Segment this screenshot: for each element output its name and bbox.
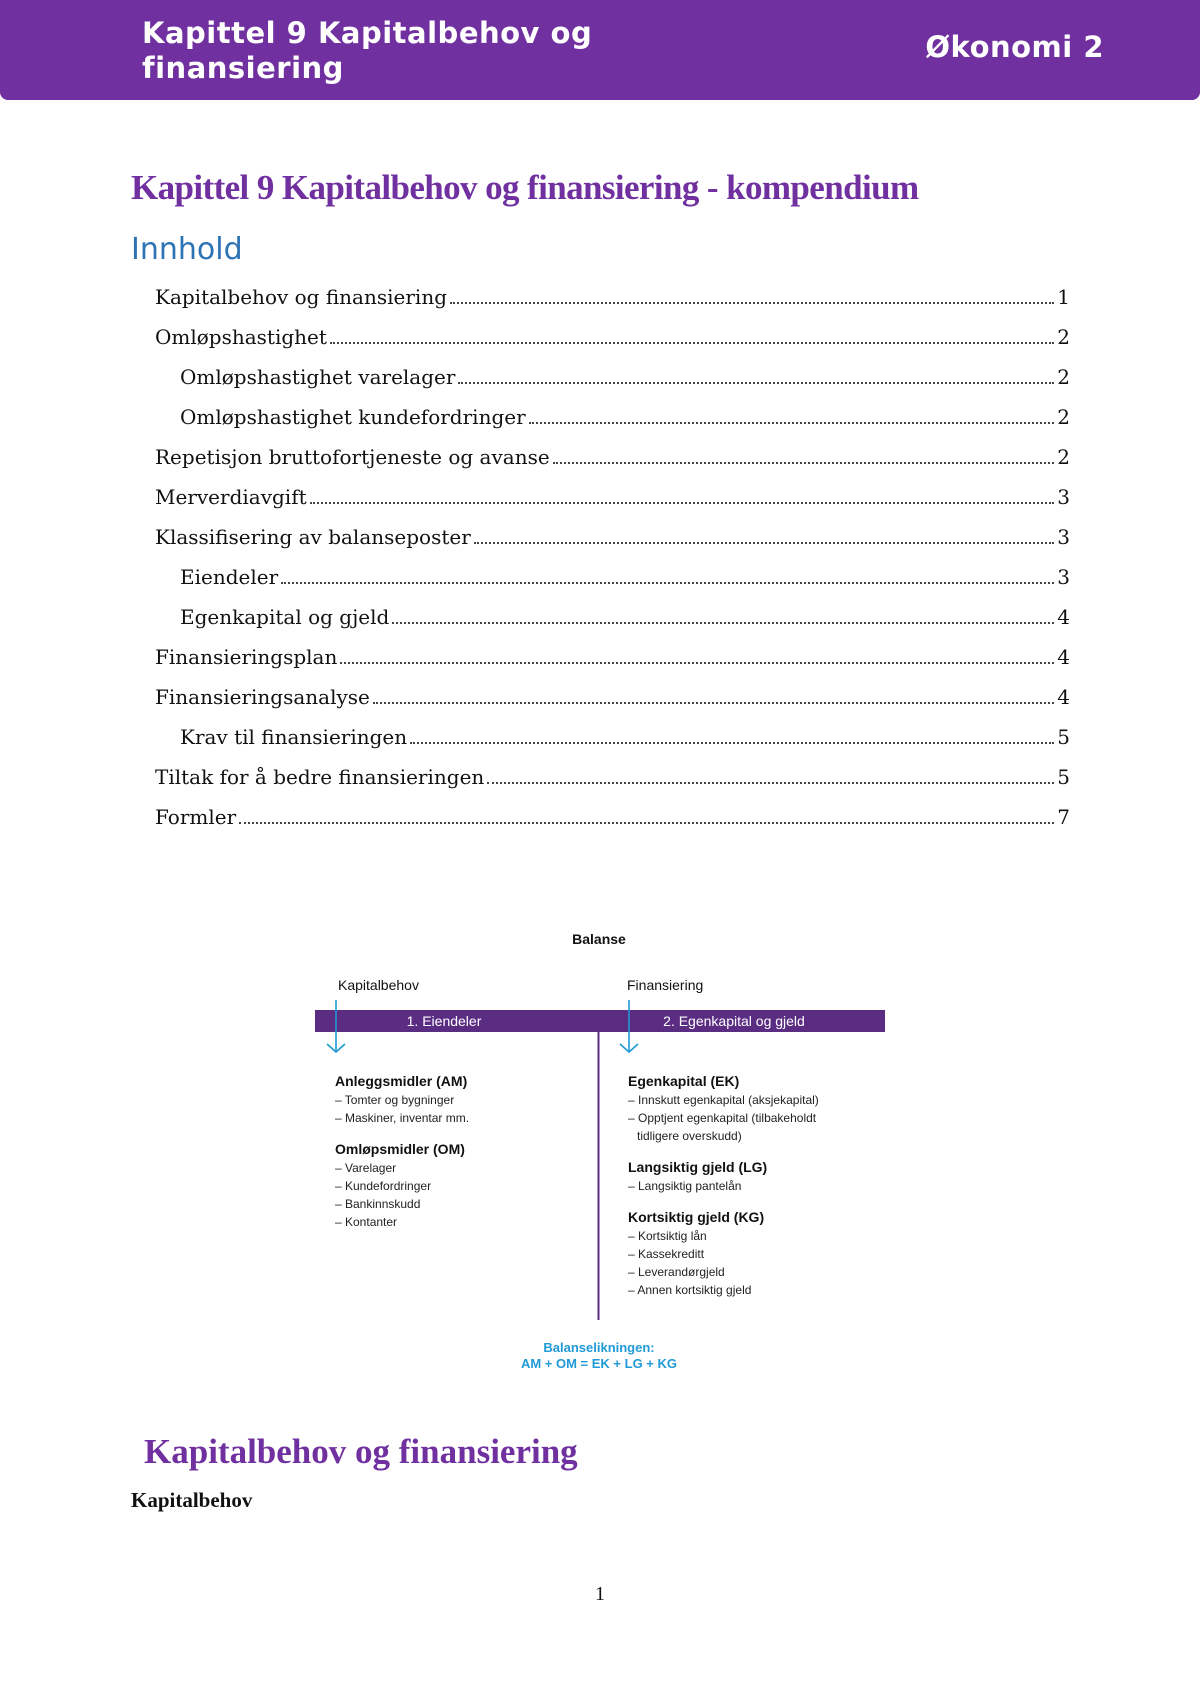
diagram-group-item: – Annen kortsiktig gjeld [628, 1283, 752, 1297]
toc-leader-dots [474, 542, 1054, 544]
toc-entry-label: Omløpshastighet [155, 325, 327, 349]
toc-entry-label: Omløpshastighet varelager [180, 365, 456, 389]
toc-entry-page: 3 [1057, 565, 1070, 589]
toc-entry-label: Formler [155, 805, 237, 829]
toc-leader-dots [373, 702, 1054, 704]
toc-heading: Innhold [131, 232, 243, 267]
diagram-left-label: Kapitalbehov [338, 977, 419, 993]
toc-entry[interactable] [180, 722, 1070, 752]
diagram-group-item: – Opptjent egenkapital (tilbakeholdt [628, 1111, 817, 1125]
toc-entry-page: 1 [1057, 285, 1070, 309]
sub-heading: Kapitalbehov [131, 1488, 253, 1512]
toc-entry[interactable] [180, 602, 1070, 632]
diagram-group-item: – Kassekreditt [628, 1247, 705, 1261]
header-banner [0, 0, 1200, 100]
toc-entry-label: Kapitalbehov og finansiering [155, 285, 448, 309]
toc-leader-dots [330, 342, 1054, 344]
balance-equation: AM + OM = EK + LG + KG [520, 1356, 678, 1371]
diagram-group-title: Anleggsmidler (AM) [335, 1073, 468, 1089]
diagram-right-label: Finansiering [627, 977, 704, 993]
toc-entry-label: Repetisjon bruttofortjeneste og avanse [155, 445, 550, 469]
toc-leader-dots [239, 822, 1054, 824]
toc-entry-page: 4 [1057, 645, 1070, 669]
equity-liabilities-column [628, 1073, 819, 1297]
toc-entry-page: 5 [1057, 725, 1070, 749]
page-number: 1 [595, 1583, 605, 1605]
toc-entry-page: 7 [1057, 805, 1070, 829]
toc-entry-label: Krav til finansieringen [180, 725, 408, 749]
diagram-group-item: – Tomter og bygninger [335, 1093, 455, 1107]
toc-entry[interactable] [180, 562, 1070, 592]
toc-entry-page: 5 [1057, 765, 1070, 789]
diagram-group-item: – Innskutt egenkapital (aksjekapital) [628, 1093, 819, 1107]
toc-entry-page: 2 [1057, 405, 1070, 429]
diagram-group-item: – Kortsiktig lån [628, 1229, 707, 1243]
diagram-group-item: tidligere overskudd) [637, 1129, 742, 1143]
toc-entry-page: 2 [1057, 445, 1070, 469]
toc-entry-page: 2 [1057, 325, 1070, 349]
toc-leader-dots [340, 662, 1054, 664]
diagram-group-item: – Kontanter [335, 1215, 398, 1229]
toc-leader-dots [553, 462, 1055, 464]
diagram-group-item: – Langsiktig pantelån [628, 1179, 742, 1193]
diagram-group-title: Kortsiktig gjeld (KG) [628, 1209, 765, 1225]
toc-entry[interactable] [155, 282, 1070, 312]
toc-entry[interactable] [155, 802, 1070, 832]
toc-leader-dots [529, 422, 1055, 424]
diagram-group-item: – Varelager [335, 1161, 397, 1175]
balance-equation-label: Balanselikningen: [543, 1340, 655, 1355]
toc-entry-page: 3 [1057, 485, 1070, 509]
toc-entry[interactable] [155, 522, 1070, 552]
toc-entry-label: Merverdiavgift [155, 485, 307, 509]
toc-entry-page: 4 [1057, 685, 1070, 709]
diagram-title: Balanse [572, 931, 626, 947]
toc-entry-label: Finansieringsplan [155, 645, 338, 669]
toc-entry[interactable] [155, 482, 1070, 512]
toc-entry-page: 4 [1057, 605, 1070, 629]
toc-entry-label: Omløpshastighet kundefordringer [180, 405, 526, 429]
toc-leader-dots [410, 742, 1054, 744]
toc-leader-dots [458, 382, 1054, 384]
diagram-group-item: – Bankinnskudd [335, 1197, 421, 1211]
diagram-group-title: Egenkapital (EK) [628, 1073, 740, 1089]
diagram-group-item: – Kundefordringer [335, 1179, 432, 1193]
toc-leader-dots [281, 582, 1054, 584]
diagram-group-title: Langsiktig gjeld (LG) [628, 1159, 768, 1175]
toc-entry[interactable] [155, 322, 1070, 352]
toc-entry-label: Tiltak for å bedre finansieringen [155, 765, 485, 789]
diagram-group-item: – Leverandørgjeld [628, 1265, 725, 1279]
toc-entry[interactable] [155, 442, 1070, 472]
section-heading: Kapitalbehov og finansiering [144, 1432, 578, 1471]
diagram-right-header: 2. Egenkapital og gjeld [663, 1013, 805, 1029]
diagram-group-title: Omløpsmidler (OM) [335, 1141, 465, 1157]
toc-entry[interactable] [180, 362, 1070, 392]
toc-entry[interactable] [155, 762, 1070, 792]
diagram-left-header: 1. Eiendeler [406, 1013, 482, 1029]
header-course: Økonomi 2 [925, 30, 1104, 64]
toc-entry-page: 2 [1057, 365, 1070, 389]
balance-diagram [300, 920, 900, 1380]
toc-entry-label: Egenkapital og gjeld [180, 605, 390, 629]
toc-entry-label: Finansieringsanalyse [155, 685, 370, 709]
toc-leader-dots [450, 302, 1054, 304]
toc-leader-dots [310, 502, 1055, 504]
toc-entry[interactable] [155, 642, 1070, 672]
toc-entry-page: 3 [1057, 525, 1070, 549]
toc-entry[interactable] [155, 682, 1070, 712]
assets-column [335, 1073, 469, 1229]
toc-entry[interactable] [180, 402, 1070, 432]
toc-entry-label: Klassifisering av balanseposter [155, 525, 471, 549]
toc-entry-label: Eiendeler [180, 565, 279, 589]
toc-leader-dots [487, 782, 1054, 784]
document-title: Kapittel 9 Kapitalbehov og finansiering - kompendium [131, 168, 919, 207]
diagram-group-item: – Maskiner, inventar mm. [335, 1111, 470, 1125]
toc-leader-dots [392, 622, 1054, 624]
header-title: Kapittel 9 Kapitalbehov og finansiering [142, 16, 593, 85]
